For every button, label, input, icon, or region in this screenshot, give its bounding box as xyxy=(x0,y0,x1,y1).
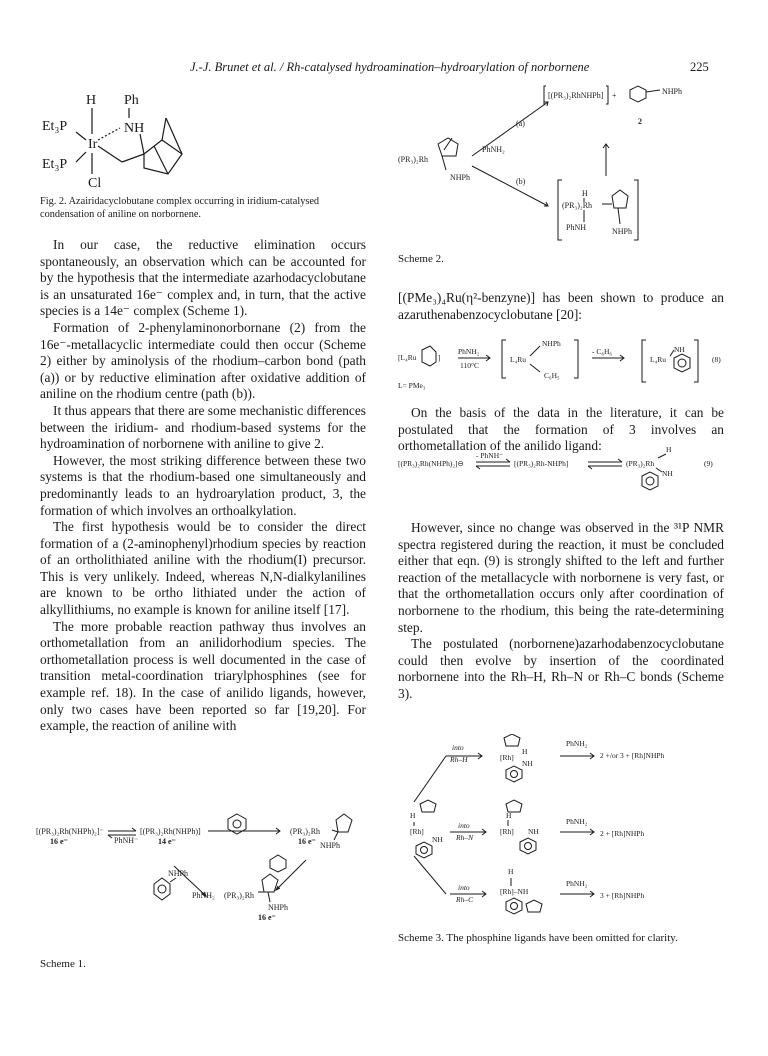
svg-text:H: H xyxy=(506,811,512,820)
right-para-2: On the basis of the data in the literature, it can be postulated that the formation of 3 involves an orthometallation of the anilido ligand: xyxy=(398,405,724,454)
svg-text:(PR₃)₂Rh: (PR₃)₂Rh xyxy=(398,155,429,164)
svg-text:L₄Ru: L₄Ru xyxy=(650,355,666,364)
svg-text:NH: NH xyxy=(522,759,533,768)
svg-text:[Rh]: [Rh] xyxy=(410,827,424,836)
right-para-3-4 xyxy=(398,520,724,703)
right-para-4: The postulated (norbornene)azarhodabenzocyclobutane could then evolve by insertion of the coordinated norbornene into the Rh–H, Rh–N or Rh–C bonds (Scheme 3). xyxy=(398,636,724,701)
svg-text:H: H xyxy=(582,189,588,198)
svg-text:[(PR₃)₂RhNHPh]: [(PR₃)₂RhNHPh] xyxy=(548,91,604,100)
left-para-4: However, the most striking difference between these two systems is that the rhodium-based one simultaneously and predominantly leads to an hydroarylation product, 3, the formation of which involves an orthoalkylation. xyxy=(40,452,366,518)
svg-text:[Rh]–NH: [Rh]–NH xyxy=(500,887,529,896)
svg-text:PhNH₂: PhNH₂ xyxy=(458,347,480,356)
svg-text:H: H xyxy=(508,867,514,876)
svg-text:2: 2 xyxy=(638,117,642,126)
left-para-2: Formation of 2-phenylaminonorbornane (2) from the 16e⁻-metallacyclic intermediate could then occur (Scheme 2) either by aminolysis of the rhodium–carbon bond (path (a)) or by reductive elimination after oxidative addition of aniline on the rhodium centre (path (b)). xyxy=(40,319,366,402)
scheme3-caption: Scheme 3. The phosphine ligands have been omitted for clarity. xyxy=(398,932,678,944)
right-para-3: However, since no change was observed in the ³¹P NMR spectra registered during the reaction, it must be concluded either that eqn. (9) is strongly shifted to the left and further reaction of the metallacycle with norbornene is very fast, or that the orthometallation occurs only after coordination of norbornene to the rhodium, this being the rate-determining step. xyxy=(398,520,724,635)
svg-text:- C₆H₆: - C₆H₆ xyxy=(592,347,613,356)
svg-text:+: + xyxy=(612,91,617,100)
svg-text:H: H xyxy=(666,445,672,454)
fig2-h: H xyxy=(86,93,97,108)
scheme1-caption: Scheme 1. xyxy=(40,958,86,970)
scheme1 xyxy=(36,810,376,940)
svg-text:(b): (b) xyxy=(516,177,526,186)
left-para-5: The first hypothesis would be to consider the direct formation of a (2-aminophenyl)rhodium species by reaction of an ortholithiated aniline with the rhodium(I) precursor. This is very unlikely. Indeed, whereas N,N-dialkylanilines are known to be ortho lithiated under the action of alkyllithiums, no example is known for aniline itself [17]. xyxy=(40,519,366,618)
left-para-1: In our case, the reductive elimination occurs spontaneously, an observation which can be accounted for by the hypothesis that the intermediate azarhodacyclobutane is an unsaturated 16e⁻ complex and, in turn, that the active species is a 14e⁻ complex (Scheme 1). xyxy=(40,237,366,319)
svg-text:2 + [Rh]NHPh: 2 + [Rh]NHPh xyxy=(600,829,645,838)
svg-text:(a): (a) xyxy=(516,119,525,128)
svg-text:(PR₃)₂Rh: (PR₃)₂Rh xyxy=(290,827,321,836)
left-column xyxy=(40,237,366,735)
svg-text:NH: NH xyxy=(674,345,685,354)
fig2-nh: NH xyxy=(124,121,145,136)
running-head: J.-J. Brunet et al. / Rh-catalysed hydroamination–hydroarylation of norbornene xyxy=(190,60,590,74)
svg-text:NH: NH xyxy=(662,469,673,478)
svg-text:L₄Ru: L₄Ru xyxy=(510,355,526,364)
azairidacyclobutane-drawing xyxy=(40,88,360,192)
svg-text:(PR₃)₂Rh: (PR₃)₂Rh xyxy=(224,891,255,900)
svg-text:NHPh: NHPh xyxy=(542,339,561,348)
scheme2-caption: Scheme 2. xyxy=(398,253,444,265)
svg-text:C₆H₅: C₆H₅ xyxy=(544,371,560,380)
svg-text:(PR₃)₂Rh: (PR₃)₂Rh xyxy=(626,459,655,468)
svg-text:2 +/or 3 + [Rh]NHPh: 2 +/or 3 + [Rh]NHPh xyxy=(600,751,665,760)
svg-text:NHPh: NHPh xyxy=(450,173,471,182)
svg-text:16 e⁻: 16 e⁻ xyxy=(258,913,276,922)
svg-text:110°C: 110°C xyxy=(460,361,479,370)
svg-text:NHPh: NHPh xyxy=(662,87,683,96)
svg-text:H: H xyxy=(410,811,416,820)
fig2-caption: Fig. 2. Azairidacyclobutane complex occurring in iridium-catalysed condensation of aniline on norbornene. xyxy=(40,196,320,220)
svg-text:PhNH₂: PhNH₂ xyxy=(482,145,505,154)
scheme1-drawing xyxy=(36,810,376,940)
svg-text:NHPh: NHPh xyxy=(268,903,289,912)
svg-text:NH: NH xyxy=(432,835,443,844)
svg-text:14 e⁻: 14 e⁻ xyxy=(158,837,176,846)
scheme3-drawing xyxy=(410,734,726,920)
svg-text:into: into xyxy=(458,883,470,892)
svg-text:[(PR₃)₂Rh-NHPh]: [(PR₃)₂Rh-NHPh] xyxy=(514,459,569,468)
svg-text:(9): (9) xyxy=(704,459,713,468)
left-para-3: It thus appears that there are some mechanistic differences between the iridium- and rhodium-based systems for the hydroamination of norbornene with aniline to give 2. xyxy=(40,402,366,452)
svg-text:NH: NH xyxy=(528,827,539,836)
fig2-et3p-top: Et₃P xyxy=(42,119,68,134)
fig2-et3p-bot: Et₃P xyxy=(42,157,68,172)
svg-text:PhNH₂: PhNH₂ xyxy=(566,739,588,748)
svg-text:PhNH₂: PhNH₂ xyxy=(566,817,588,826)
svg-text:- PhNH⁻: - PhNH⁻ xyxy=(476,451,504,460)
svg-text:16 e⁻: 16 e⁻ xyxy=(50,837,68,846)
svg-text:H: H xyxy=(522,747,528,756)
svg-text:[Rh]: [Rh] xyxy=(500,827,514,836)
svg-text:NHPh: NHPh xyxy=(168,869,189,878)
svg-text:PhNH: PhNH xyxy=(566,223,587,232)
eq8-drawing xyxy=(398,336,728,392)
svg-text:[Rh]: [Rh] xyxy=(500,753,514,762)
page-number: 225 xyxy=(690,60,709,74)
svg-text:L= PMe₃: L= PMe₃ xyxy=(398,381,426,390)
svg-text:(8): (8) xyxy=(712,355,721,364)
eq8 xyxy=(398,336,728,392)
svg-text:NHPh: NHPh xyxy=(320,841,341,850)
svg-text:(PR₃)₂Rh: (PR₃)₂Rh xyxy=(562,201,593,210)
svg-text:16 e⁻: 16 e⁻ xyxy=(298,837,316,846)
fig2-ph: Ph xyxy=(124,93,139,108)
fig2-ir: Ir xyxy=(88,137,98,152)
left-para-6: The more probable reaction pathway thus involves an orthometallation from an anilidorhodium species. The orthometallation process is well documented in the case of transition metal-coordination triarylphosphines (see for example ref. 18). In the case of anilido ligands, however, only two cases have been reported so far [19,20]. For example, the reaction of aniline with xyxy=(40,618,366,734)
svg-text:into: into xyxy=(452,743,464,752)
scheme2 xyxy=(398,84,728,246)
svg-text:PhNH₂: PhNH₂ xyxy=(566,879,588,888)
svg-text:PhNH₂: PhNH₂ xyxy=(192,891,215,900)
svg-text:PhNH⁻: PhNH⁻ xyxy=(114,836,139,845)
svg-text:Rh–H: Rh–H xyxy=(450,755,468,764)
scheme2-drawing xyxy=(398,84,728,246)
svg-text:NHPh: NHPh xyxy=(612,227,633,236)
svg-text:[(PR₃)₂Rh(NHPh)₂]⁻: [(PR₃)₂Rh(NHPh)₂]⁻ xyxy=(36,827,104,836)
svg-text:Rh–C: Rh–C xyxy=(456,895,474,904)
fig2-cl: Cl xyxy=(88,176,102,191)
svg-text:Rh–N: Rh–N xyxy=(456,833,474,842)
eq9 xyxy=(398,442,728,498)
running-header xyxy=(0,60,768,80)
svg-text:[(PR₃)₂Rh(NHPh)]: [(PR₃)₂Rh(NHPh)] xyxy=(140,827,201,836)
svg-text:]: ] xyxy=(438,353,441,362)
svg-text:into: into xyxy=(458,821,470,830)
svg-text:3 + [Rh]NHPh: 3 + [Rh]NHPh xyxy=(600,891,645,900)
fig2-structure xyxy=(40,88,360,192)
right-para-1: [(PMe₃)₄Ru(η²-benzyne)] has been shown to produce an azaruthenabenzocyclobutane [20]: xyxy=(398,290,724,322)
scheme3 xyxy=(410,734,726,920)
eq9-drawing xyxy=(398,442,728,498)
svg-text:[(PR₃)₂Rh(NHPh)₂]⊖: [(PR₃)₂Rh(NHPh)₂]⊖ xyxy=(398,459,464,468)
svg-text:[L₄Ru: [L₄Ru xyxy=(398,353,417,362)
